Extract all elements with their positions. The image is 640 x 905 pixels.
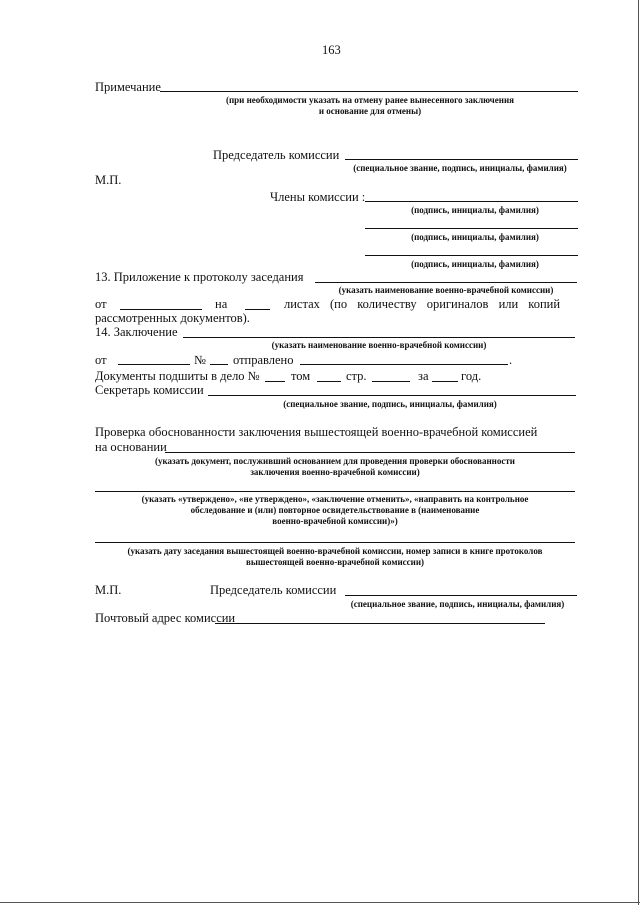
member-line-1 xyxy=(365,201,578,202)
postal-line xyxy=(215,623,545,624)
member-hint-2: (подпись, инициалы, фамилия) xyxy=(411,232,539,242)
item13-line xyxy=(315,282,577,283)
stamp-label: М.П. xyxy=(95,173,122,187)
review-hint3-line1: (указать дату заседания вышестоящей военно-врачебной комиссии, номер записи в книге протоколов xyxy=(127,546,543,556)
chairman-label: Председатель комиссии xyxy=(213,148,340,162)
item14-from: от xyxy=(95,353,107,367)
member-line-2 xyxy=(365,228,578,229)
item14-no-line xyxy=(210,364,228,365)
secretary-line xyxy=(208,395,576,396)
page-number: 163 xyxy=(322,43,341,57)
review-decision-line xyxy=(95,491,575,492)
member-line-3 xyxy=(365,255,578,256)
review-hint2-line3: военно-врачебной комиссии)») xyxy=(272,516,398,526)
item14-line xyxy=(183,337,575,338)
item14-no-sign: № xyxy=(194,353,206,367)
page-edge-bottom xyxy=(0,902,640,903)
docs-case-line xyxy=(265,381,285,382)
chairman-line xyxy=(345,159,578,160)
item13-on: на xyxy=(215,297,228,311)
postal-label: Почтовый адрес комиссии xyxy=(95,611,236,625)
review-basis-label: на основании xyxy=(95,440,167,454)
note-line xyxy=(160,91,578,92)
item13-hint: (указать наименование военно-врачебной комиссии) xyxy=(338,285,554,295)
review-basis-line xyxy=(165,452,575,453)
item13-from: от xyxy=(95,297,107,311)
member-hint-3: (подпись, инициалы, фамилия) xyxy=(411,259,539,269)
note-hint-line1: (при необходимости указать на отмену ранее вынесенного заключения xyxy=(225,95,514,105)
volume-label: том xyxy=(291,369,311,383)
item14-label: 14. Заключение xyxy=(95,325,178,339)
secretary-label: Секретарь комиссии xyxy=(95,383,204,397)
review-hint3-line2: вышестоящей военно-врачебной комиссии) xyxy=(245,557,425,567)
bottom-stamp-label: М.П. xyxy=(95,583,122,597)
members-label: Члены комиссии : xyxy=(270,190,366,204)
item14-date-line xyxy=(118,364,190,365)
item13-date-line xyxy=(120,309,202,310)
item13-text-rest: листах (по количеству оригиналов или копий xyxy=(284,297,561,311)
page-abbr: стр. xyxy=(346,369,367,383)
secretary-hint: (специальное звание, подпись, инициалы, фамилия) xyxy=(283,399,497,409)
item13-sheets-line xyxy=(245,309,270,310)
docs-filed-label: Документы подшиты в дело № xyxy=(95,369,260,383)
review-hint2-line2: обследование и (или) повторное освидетельствование в (наименование xyxy=(190,505,480,515)
member-hint-1: (подпись, инициалы, фамилия) xyxy=(411,205,539,215)
item13-text-line2: рассмотренных документов). xyxy=(95,311,250,325)
item14-sent: отправлено xyxy=(233,353,294,367)
chairman-hint: (специальное звание, подпись, инициалы, фамилия) xyxy=(353,163,567,173)
note-hint-line2: и основание для отмены) xyxy=(318,106,422,116)
bottom-chairman-label: Председатель комиссии xyxy=(210,583,337,597)
item14-sent-line xyxy=(300,364,508,365)
item14-hint: (указать наименование военно-врачебной комиссии) xyxy=(271,340,487,350)
year-line xyxy=(432,381,458,382)
review-date-line xyxy=(95,542,575,543)
year-word: год. xyxy=(461,369,482,383)
volume-line xyxy=(317,381,341,382)
note-label: Примечание xyxy=(95,80,161,94)
bottom-chairman-line xyxy=(345,595,577,596)
for-word: за xyxy=(418,369,429,383)
review-hint1-line2: заключения военно-врачебной комиссии) xyxy=(250,467,420,477)
item14-period: . xyxy=(509,353,513,367)
bottom-chairman-hint: (специальное звание, подпись, инициалы, фамилия) xyxy=(350,599,565,609)
review-line1: Проверка обоснованности заключения вышестоящей военно-врачебной комиссией xyxy=(95,425,538,439)
page-line xyxy=(372,381,410,382)
page-edge-right xyxy=(638,0,639,905)
item13-label: 13. Приложение к протоколу заседания xyxy=(95,270,304,284)
review-hint2-line1: (указать «утверждено», «не утверждено», «заключение отменить», «направить на контрольное xyxy=(141,494,529,504)
review-hint1-line1: (указать документ, послуживший основанием для проведения проверки обоснованности xyxy=(155,456,515,466)
